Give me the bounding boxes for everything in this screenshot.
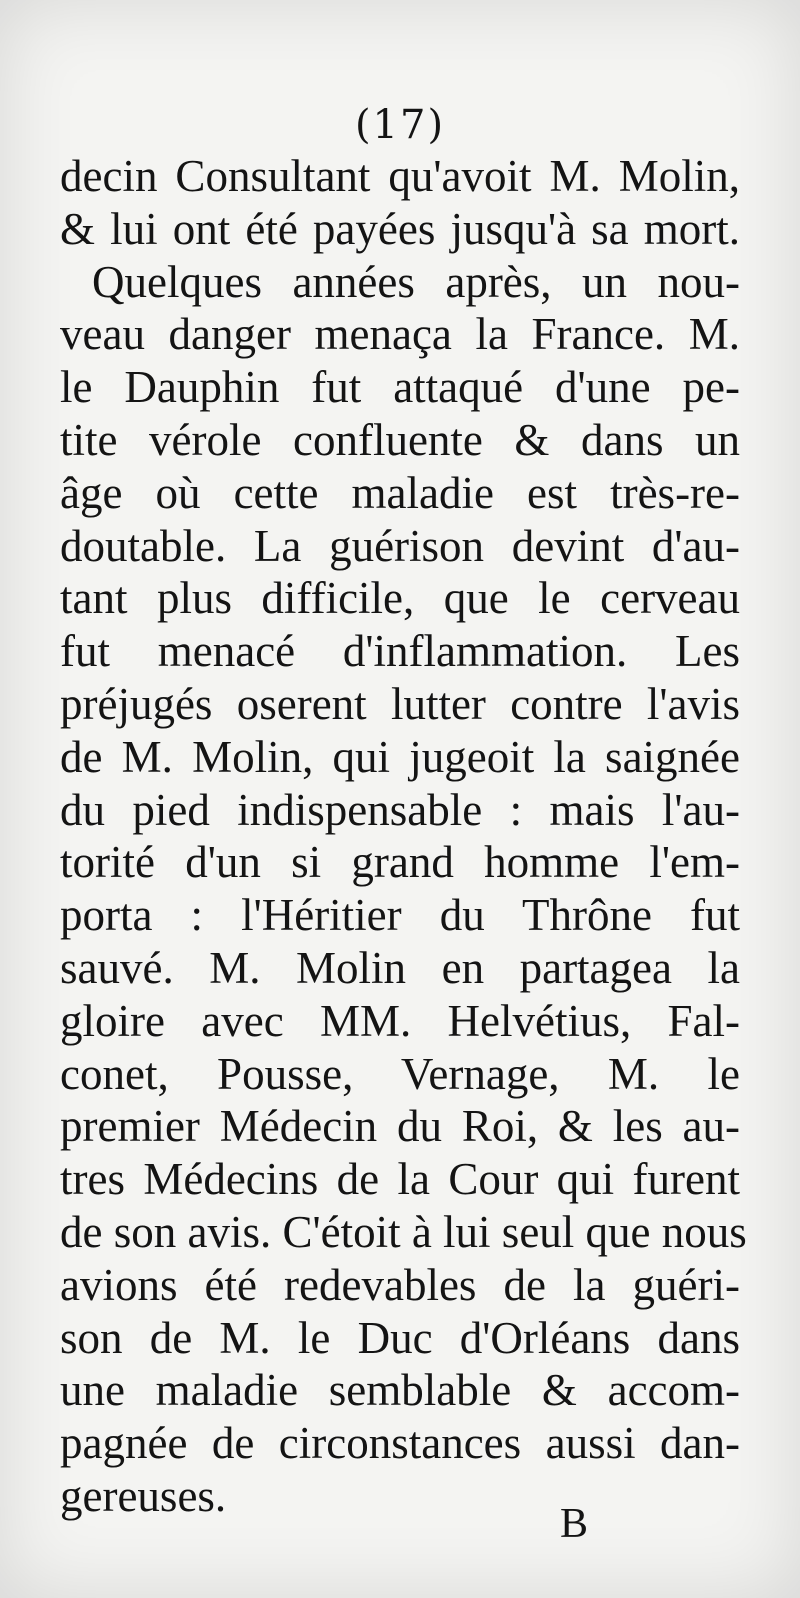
text-line: tant plus difficile, que le cerveau xyxy=(60,573,740,624)
text-line: decin Consultant qu'avoit M. Molin, xyxy=(60,151,740,201)
text-line: âge où cette maladie est très-re- xyxy=(60,467,740,518)
text-line: de M. Molin, qui jugeoit la saignée xyxy=(60,731,740,782)
text-line: porta : l'Héritier du Thrône fut xyxy=(60,890,740,941)
text-line: avions été redevables de la guéri- xyxy=(60,1259,740,1310)
text-line: gloire avec MM. Helvétius, Fal- xyxy=(60,995,740,1046)
text-line: torité d'un si grand homme l'em- xyxy=(60,837,740,888)
text-line: Quelques années après, un nou- xyxy=(92,256,740,307)
body-text xyxy=(60,150,747,1523)
text-line: une maladie semblable & accom- xyxy=(60,1365,740,1416)
text-line: sauvé. M. Molin en partagea la xyxy=(60,942,740,993)
text-line: tite vérole confluente & dans un xyxy=(60,414,740,465)
text-line: pagnée de circonstances aussi dan- xyxy=(60,1418,740,1469)
text-line: le Dauphin fut attaqué d'une pe- xyxy=(60,362,740,413)
text-line: de son avis. C'étoit à lui seul que nous xyxy=(60,1206,747,1257)
text-line: & lui ont été payées jusqu'à sa mort. xyxy=(60,203,740,254)
text-line: fut menacé d'inflammation. Les xyxy=(60,626,740,677)
text-line: veau danger menaça la France. M. xyxy=(60,309,740,360)
text-line: conet, Pousse, Vernage, M. le xyxy=(60,1048,740,1099)
signature-mark: B xyxy=(560,1501,589,1547)
text-line: tres Médecins de la Cour qui furent xyxy=(60,1154,740,1205)
text-line: préjugés oserent lutter contre l'avis xyxy=(60,678,740,729)
text-line: premier Médecin du Roi, & les au- xyxy=(60,1101,740,1152)
text-line: doutable. La guérison devint d'au- xyxy=(60,520,740,571)
text-line: son de M. le Duc d'Orléans dans xyxy=(60,1312,740,1363)
text-line: du pied indispensable : mais l'au- xyxy=(60,784,740,835)
text-line: gereuses. xyxy=(60,1470,227,1521)
page-number: (17) xyxy=(354,102,446,148)
